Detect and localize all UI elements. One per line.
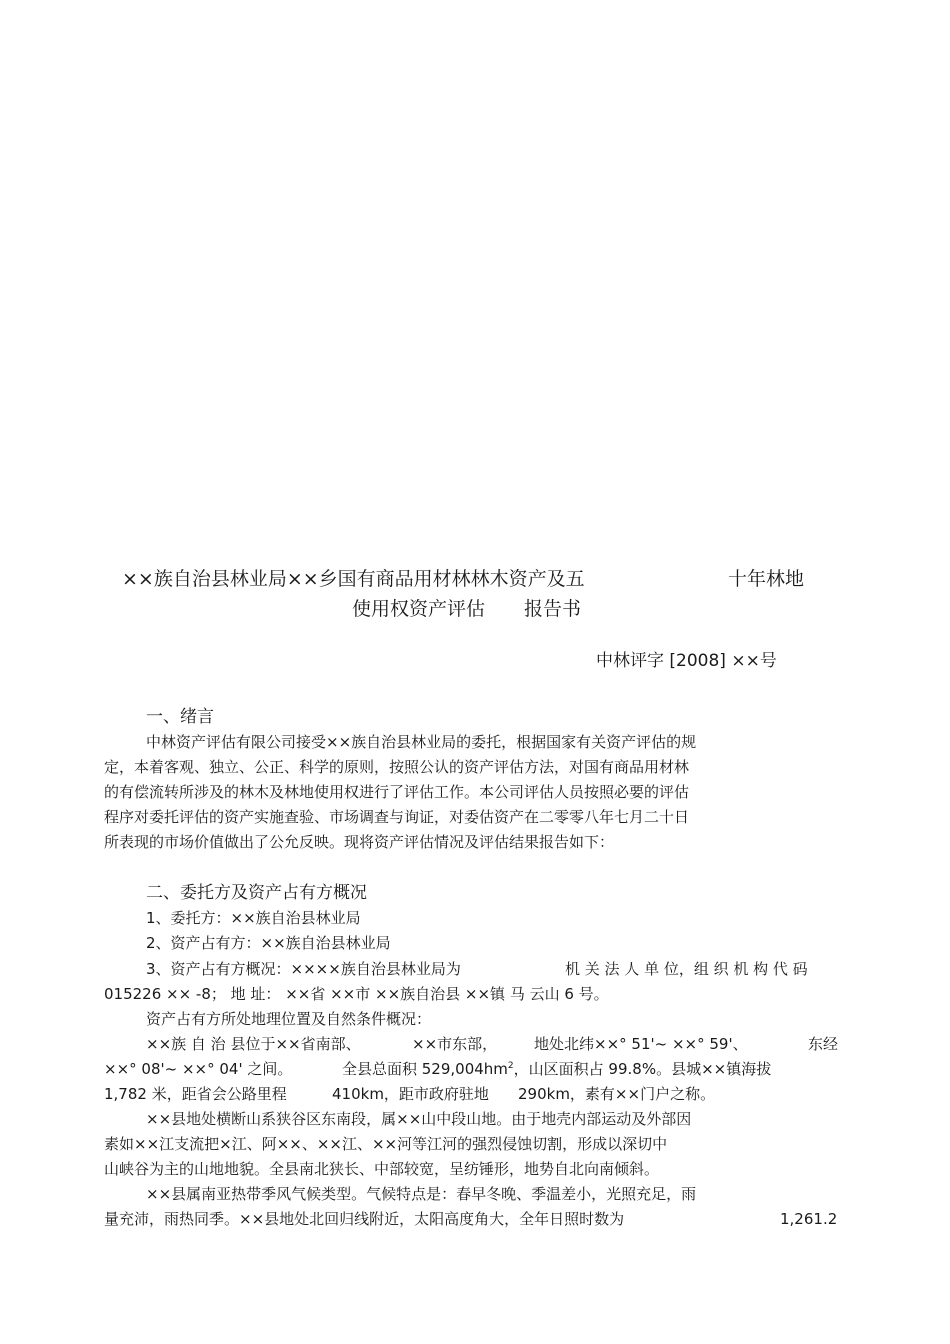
- report-title-line2-a: 使用权资产评估: [352, 598, 486, 620]
- paragraph-line: 山峡谷为主的山地地貌。全县南北狭长、中部较宽，呈纺锤形，地势自北向南倾斜。: [104, 1160, 660, 1178]
- paragraph-line: ××县属南亚热带季风气候类型。气候特点是：春早冬晚、季温差小，光照充足，雨: [146, 1185, 697, 1203]
- paragraph-line: 1,782 米，距省会公路里程: [104, 1085, 287, 1103]
- paragraph-line: 东经: [808, 1035, 839, 1053]
- paragraph-line: [342, 1059, 771, 1079]
- list-item-asset-holder-overview: 3、资产占有方概况：××××族自治县林业局为: [146, 960, 461, 978]
- mountain-area-text: ，山区面积占 99.8%。县城××镇海拔: [513, 1060, 772, 1078]
- report-title-line2-b: 报告书: [524, 598, 582, 620]
- list-item-asset-holder-overview-cont: 机 关 法 人 单 位，组 织 机 构 代 码: [565, 960, 808, 978]
- area-unit-superscript: 2: [507, 1061, 514, 1071]
- section-heading-parties: 二、委托方及资产占有方概况: [146, 883, 367, 903]
- paragraph-line: 定，本着客观、独立、公正、科学的原则，按照公认的资产评估方法，对国有商品用材林: [104, 758, 690, 776]
- paragraph-line: 所表现的市场价值做出了公允反映。现将资产评估情况及评估结果报告如下：: [104, 833, 615, 851]
- paragraph-line: 的有偿流转所涉及的林木及林地使用权进行了评估工作。本公司评估人员按照必要的评估: [104, 783, 690, 801]
- report-title-line1-a: ××族自治县林业局××乡国有商品用材林林木资产及五: [122, 568, 585, 590]
- report-title-line1-b: 十年林地: [728, 568, 805, 590]
- paragraph-line: 中林资产评估有限公司接受××族自治县林业局的委托，根据国家有关资产评估的规: [146, 733, 697, 751]
- paragraph-line: 015226 ×× -8； 地 址： ××省 ××市 ××族自治县 ××镇 马 云山 6 号。: [104, 985, 609, 1003]
- paragraph-line: ××市东部，: [412, 1035, 498, 1053]
- total-area-text: 全县总面积 529,004hm: [342, 1060, 508, 1078]
- paragraph-line: 1,261.2: [780, 1210, 838, 1228]
- paragraph-line: 地处北纬××° 51'~ ××° 59'、: [534, 1035, 748, 1053]
- paragraph-line: ××族 自 治 县位于××省南部、: [146, 1035, 361, 1053]
- document-reference-number: 中林评字 [2008] ××号: [596, 651, 777, 671]
- paragraph-line: 量充沛，雨热同季。××县地处北回归线附近，太阳高度角大，全年日照时数为: [104, 1210, 625, 1228]
- list-item-client: 1、委托方：××族自治县林业局: [146, 909, 361, 927]
- section-heading-intro: 一、绪言: [146, 707, 214, 727]
- geo-subheading: 资产占有方所处地理位置及自然条件概况：: [146, 1010, 432, 1028]
- paragraph-line: ××县地处横断山系狭谷区东南段，属××山中段山地。由于地壳内部运动及外部因: [146, 1110, 692, 1128]
- paragraph-line: 程序对委托评估的资产实施查验、市场调查与询证，对委估资产在二零零八年七月二十日: [104, 808, 690, 826]
- paragraph-line: 素如××江支流把×江、阿××、××江、××河等江河的强烈侵蚀切割，形成以深切中: [104, 1135, 668, 1153]
- paragraph-line: 410km，距市政府驻地: [332, 1085, 489, 1103]
- paragraph-line: 290km，素有××门户之称。: [518, 1085, 716, 1103]
- paragraph-line: ××° 08'~ ××° 04' 之间。: [104, 1060, 293, 1078]
- list-item-asset-holder: 2、资产占有方：××族自治县林业局: [146, 934, 391, 952]
